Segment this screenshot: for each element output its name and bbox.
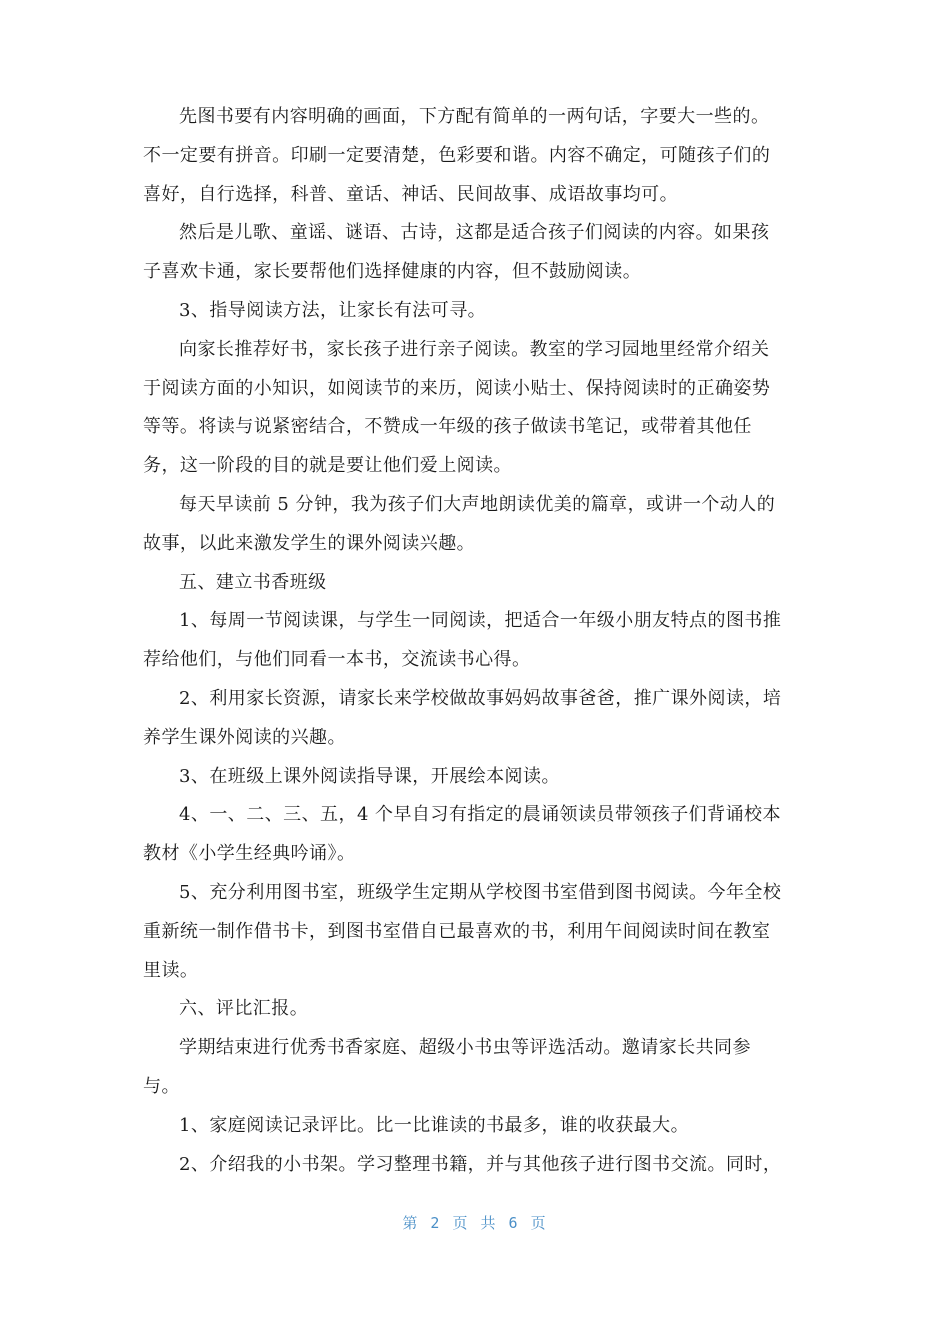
paragraph bbox=[143, 796, 808, 874]
paragraph-line: 五、建立书香班级 bbox=[179, 571, 327, 593]
paragraph-line: 子喜欢卡通，家长要帮他们选择健康的内容，但不鼓励阅读。 bbox=[143, 261, 642, 283]
paragraph bbox=[143, 1029, 808, 1107]
paragraph-line: 2、介绍我的小书架。学习整理书籍，并与其他孩子进行图书交流。同时， bbox=[179, 1153, 782, 1175]
paragraph-line: 与。 bbox=[143, 1075, 180, 1097]
page-number-label: 第 2 页 共 6 页 bbox=[402, 1214, 548, 1232]
paragraph-line: 3、在班级上课外阅读指导课，开展绘本阅读。 bbox=[179, 765, 560, 787]
paragraph bbox=[143, 486, 808, 564]
paragraph-line: 务，这一阶段的目的就是要让他们爱上阅读。 bbox=[143, 455, 512, 477]
paragraph bbox=[143, 758, 808, 797]
paragraph-line: 先图书要有内容明确的画面，下方配有简单的一两句话，字要大一些的。 bbox=[179, 106, 770, 127]
paragraph-line: 教材《小学生经典吟诵》。 bbox=[143, 843, 356, 865]
paragraph-line: 等等。将读与说紧密结合，不赞成一年级的孩子做读书笔记，或带着其他任 bbox=[143, 416, 752, 438]
paragraph-line: 1、每周一节阅读课，与学生一同阅读，把适合一年级小朋友特点的图书推 bbox=[179, 610, 782, 632]
paragraph bbox=[143, 331, 808, 486]
paragraph bbox=[143, 874, 808, 990]
paragraph-line: 荐给他们，与他们同看一本书，交流读书心得。 bbox=[143, 649, 531, 671]
paragraph-line: 1、家庭阅读记录评比。比一比谁读的书最多，谁的收获最大。 bbox=[179, 1114, 690, 1136]
paragraph bbox=[143, 602, 808, 680]
paragraph-line: 每天早读前 5 分钟，我为孩子们大声地朗读优美的篇章，或讲一个动人的 bbox=[179, 493, 776, 515]
paragraph-line: 3、指导阅读方法，让家长有法可寻。 bbox=[179, 299, 487, 321]
paragraph bbox=[143, 98, 808, 214]
paragraph-line: 里读。 bbox=[143, 959, 199, 981]
document-body bbox=[143, 98, 808, 1184]
paragraph bbox=[143, 292, 808, 331]
paragraph-line: 2、利用家长资源，请家长来学校做故事妈妈故事爸爸，推广课外阅读，培 bbox=[179, 687, 782, 709]
paragraph bbox=[143, 564, 808, 603]
page-footer bbox=[0, 1212, 950, 1233]
paragraph-line: 六、评比汇报。 bbox=[179, 998, 309, 1020]
paragraph-line: 于阅读方面的小知识，如阅读节的来历，阅读小贴士、保持阅读时的正确姿势 bbox=[143, 377, 771, 399]
paragraph-line: 然后是儿歌、童谣、谜语、古诗，这都是适合孩子们阅读的内容。如果孩 bbox=[179, 222, 770, 244]
paragraph bbox=[143, 1107, 808, 1146]
paragraph-line: 故事，以此来激发学生的课外阅读兴趣。 bbox=[143, 532, 476, 554]
paragraph-line: 5、充分利用图书室，班级学生定期从学校图书室借到图书阅读。今年全校 bbox=[179, 881, 782, 903]
paragraph bbox=[143, 680, 808, 758]
paragraph bbox=[143, 214, 808, 292]
paragraph bbox=[143, 1146, 808, 1185]
paragraph-line: 养学生课外阅读的兴趣。 bbox=[143, 726, 346, 748]
paragraph-line: 不一定要有拼音。印刷一定要清楚，色彩要和谐。内容不确定，可随孩子们的 bbox=[143, 144, 771, 166]
paragraph-line: 向家长推荐好书，家长孩子进行亲子阅读。教室的学习园地里经常介绍关 bbox=[179, 338, 770, 360]
paragraph-line: 学期结束进行优秀书香家庭、超级小书虫等评选活动。邀请家长共同参 bbox=[179, 1037, 751, 1059]
paragraph-line: 4、一、二、三、五，4 个早自习有指定的晨诵领读员带领孩子们背诵校本 bbox=[179, 804, 781, 826]
paragraph-line: 喜好，自行选择，科普、童话、神话、民间故事、成语故事均可。 bbox=[143, 183, 679, 205]
paragraph bbox=[143, 990, 808, 1029]
paragraph-line: 重新统一制作借书卡，到图书室借自已最喜欢的书，利用午间阅读时间在教室 bbox=[143, 920, 771, 942]
